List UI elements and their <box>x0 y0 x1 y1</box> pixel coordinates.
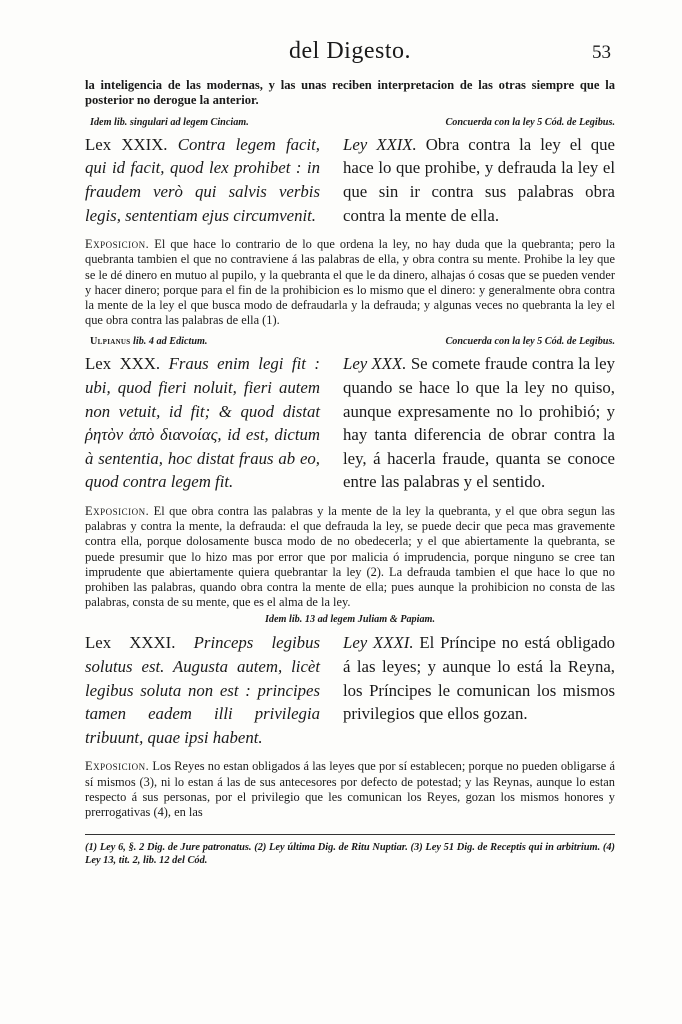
law-columns <box>85 631 615 749</box>
spanish-law-body: Obra contra la ley el que hace lo que prohibe, y defrauda la ley el que sin ir contra sus palabras obra contra la mente de ella. <box>343 134 616 225</box>
source-line <box>85 336 615 347</box>
spanish-law-number: Ley XXX. <box>343 354 407 374</box>
exposition-body: Los Reyes no estan obligados á las leyes que por sí establecen; porque no pueden obligarse á sí mismos (3), ni lo estan á las de sus antecesores por defecto de potestad; y las Reynas, aunque lo estan respecto á sus personas, por el privilegio que les comunican los Reyes, gozan los mismos honores y prerrogativas (4), en las <box>85 759 615 819</box>
spanish-text <box>343 631 615 749</box>
spanish-law-number: Ley XXIX. <box>343 134 417 154</box>
exposition-label: Exposicion. <box>85 237 150 252</box>
exposition-body: El que hace lo contrario de lo que ordena la ley, no hay duda que la quebranta; pero la quebranta tambien el que no contraviene á las palabras de ella, y obra contra su mente. Prohibe la ley que se le dé dinero en mutuo al pupilo, y la quebranta el que le da dinero, alhajas ó cosas que se pueden vender y hacer dinero; porque para el fin de la prohibicion es lo mismo que el dinero: y generalmente obra contra la mente de la ley el que busca modo de defraudarla y la defrauda; y algunas veces no quebranta la ley el que obra contra las palabras de ella (1). <box>85 237 615 328</box>
running-header <box>85 38 615 76</box>
spanish-law-body: Se comete fraude contra la ley quando se hace lo que la ley no quiso, aunque expresamente no lo prohibió; y hay tanta diferencia de obrar contra la ley, á hacerla fraude, quanta se conoce entre las palabras y el sentido. <box>343 354 615 492</box>
law-columns <box>85 352 615 494</box>
intro-paragraph: la inteligencia de las modernas, y las unas reciben interpretacion de las otras siempre que la posterior no derogue la anterior. <box>85 78 615 108</box>
latin-law-body: Princeps legibus solutus est. Augusta autem, licèt legibus soluta non est : principes tamen eadem illi privilegia tribuunt, quae ipsi habent. <box>85 633 320 747</box>
footnote-rule <box>85 834 615 835</box>
spanish-text <box>343 352 615 494</box>
source-right: Concuerda con la ley 5 Cód. de Legibus. <box>445 116 615 128</box>
latin-text <box>85 133 320 227</box>
latin-text <box>85 352 320 494</box>
exposition-label: Exposicion. <box>85 759 150 774</box>
exposition-body: El que obra contra las palabras y la mente de la ley la quebranta, y el que obra segun las palabras y contra la mente, la defrauda: el que defrauda la ley, se puede decir que peca mas gravemente contra ella, porque dolosamente busca modo de no obedecerla; y el que abiertamente la quebranta, se puede presumir que lo hizo mas por error que por malicia ó imprudencia, porque ninguno se cree tan imprudente que abiertamente quiera quebrantar la ley (2). La defrauda tambien el que hace lo que no prohiben las palabras, quando obra contra la mente de ella; pues aunque la prohibicion no consta de las palabras, consta de su mente, que es el alma de la ley. <box>85 503 615 610</box>
exposition-paragraph <box>85 237 615 328</box>
latin-law-number: Lex XXIX. <box>85 134 168 154</box>
source-right: Concuerda con la ley 5 Cód. de Legibus. <box>445 336 615 348</box>
source-left: Idem lib. singulari ad legem Cinciam. <box>90 116 249 128</box>
source-left-ref: lib. 4 ad Edictum. <box>133 336 208 348</box>
exposition-label: Exposicion. <box>85 503 150 518</box>
spanish-law-body: El Príncipe no está obligado á las leyes; y aunque lo está la Reyna, los Príncipes le comunican los mismos privilegios que ellos gozan. <box>343 633 615 724</box>
latin-law-number: Lex XXXI. <box>85 633 176 653</box>
page <box>85 38 615 867</box>
exposition-paragraph <box>85 759 615 820</box>
latin-text <box>85 631 320 749</box>
source-author: Ulpianus <box>90 336 131 348</box>
source-line <box>85 117 615 128</box>
spanish-text <box>343 133 615 227</box>
source-line-center: Idem lib. 13 ad legem Juliam & Papiam. <box>264 614 436 626</box>
source-left <box>85 336 207 347</box>
footnotes: (1) Ley 6, §. 2 Dig. de Jure patronatus. (2) Ley última Dig. de Ritu Nuptiar. (3) Ley 51 Dig. de Receptis qui in arbitrium. (4) Ley 13, tit. 2, lib. 12 del Cód. <box>85 842 615 867</box>
latin-law-number: Lex XXX. <box>85 354 161 374</box>
latin-law-body: Contra legem facit, qui id facit, quod lex prohibet : in fraudem verò qui salvis verbis legis, sententiam ejus circumvenit. <box>85 134 320 225</box>
latin-law-body: Fraus enim legi fit : ubi, quod fieri noluit, fieri autem non vetuit, id fit; & quod distat ῥητὸν ἀπὸ διανοίας, id est, dictum à sententia, hoc distat fraus ab eo, quod contra legem fit. <box>85 354 320 492</box>
exposition-paragraph <box>85 504 615 610</box>
law-columns <box>85 133 615 227</box>
spanish-law-number: Ley XXXI. <box>343 633 414 653</box>
page-number: 53 <box>592 42 611 63</box>
running-title: del Digesto. <box>289 38 411 64</box>
